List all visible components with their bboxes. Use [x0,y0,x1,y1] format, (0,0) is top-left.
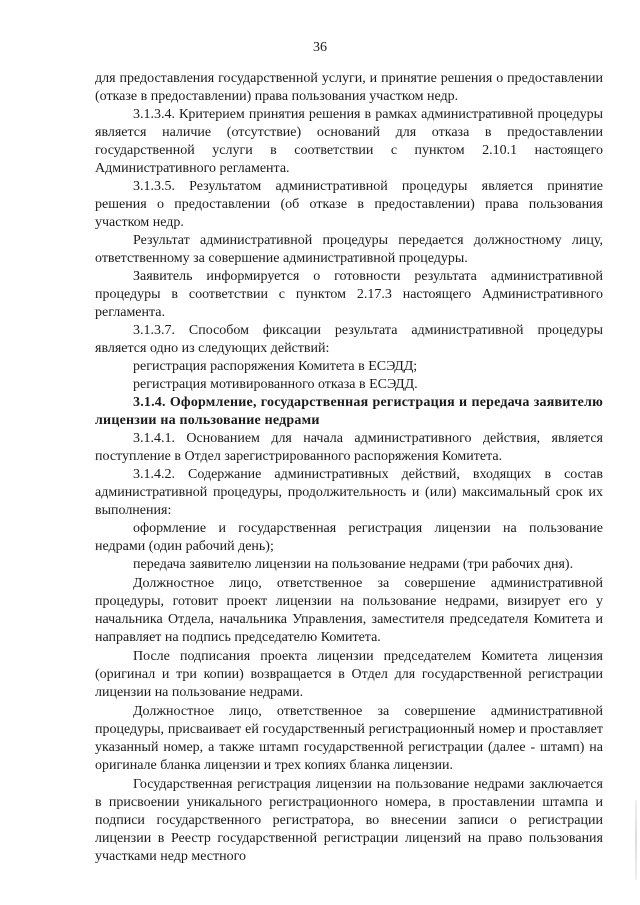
page-number: 36 [313,40,327,55]
paragraph: 3.1.3.7. Способом фиксации результата административной процедуры является одно из следующих действий: [95,323,603,356]
paragraph: 3.1.3.4. Критерием принятия решения в рамках административной процедуры является наличие (отсутствие) оснований для отказа в предоставлении государственной услуги в соответствии с пунктом 2.10.1 настоящего Административного регламента. [95,107,603,176]
paragraph: 3.1.3.5. Результатом административной процедуры является принятие решения о предоставлении (об отказе в предоставлении) права пользования участком недр. [95,179,603,230]
list-item: передача заявителю лицензии на пользование недрами (три рабочих дня). [133,557,574,572]
document-body [95,70,603,866]
list-item: регистрация мотивированного отказа в ЕСЭДД. [133,377,418,392]
paragraph: Заявитель информируется о готовности результата административной процедуры в соответствии с пунктом 2.17.3 настоящего Административного регламента. [95,269,603,320]
scan-edge-mark [635,800,637,880]
paragraph: для предоставления государственной услуги, и принятие решения о предоставлении (отказе в предоставлении) права пользования участком недр. [95,71,603,104]
section-heading: 3.1.4. Оформление, государственная регистрация и передача заявителю лицензии на пользование недрами [95,395,603,428]
paragraph: Результат административной процедуры передается должностному лицу, ответственному за совершение административной процедуры. [95,233,603,266]
paragraph: Должностное лицо, ответственное за совершение административной процедуры, готовит проект лицензии на пользование недрами, визирует его у начальника Отдела, начальника Управления, заместителя председателя Комитета и направляет на подпись председателю Комитета. [95,576,603,645]
paragraph: Должностное лицо, ответственное за совершение административной процедуры, присваивает ей государственный регистрационный номер и проставляет указанный номер, а также штамп государственной регистрации (далее - штамп) на оригинале бланка лицензии и трех копиях бланка лицензии. [95,704,603,773]
list-item: оформление и государственная регистрация лицензии на пользование недрами (один рабочий день); [95,521,603,554]
paragraph: 3.1.4.2. Содержание административных действий, входящих в состав административной процедуры, продолжительность и (или) максимальный срок их выполнения: [95,467,603,518]
paragraph: После подписания проекта лицензии председателем Комитета лицензия (оригинал и три копии) возвращается в Отдел для государственной регистрации лицензии на пользование недрами. [95,649,603,700]
paragraph: Государственная регистрация лицензии на пользование недрами заключается в присвоении уникального регистрационного номера, в проставлении штампа и подписи государственного регистратора, во внесении записи о регистрации лицензии в Реестр государственной регистрации лицензий на право пользования участками недр местного [95,777,603,864]
list-item: регистрация распоряжения Комитета в ЕСЭДД; [133,359,418,374]
paragraph: 3.1.4.1. Основанием для начала административного действия, является поступление в Отдел зарегистрированного распоряжения Комитета. [95,431,603,464]
